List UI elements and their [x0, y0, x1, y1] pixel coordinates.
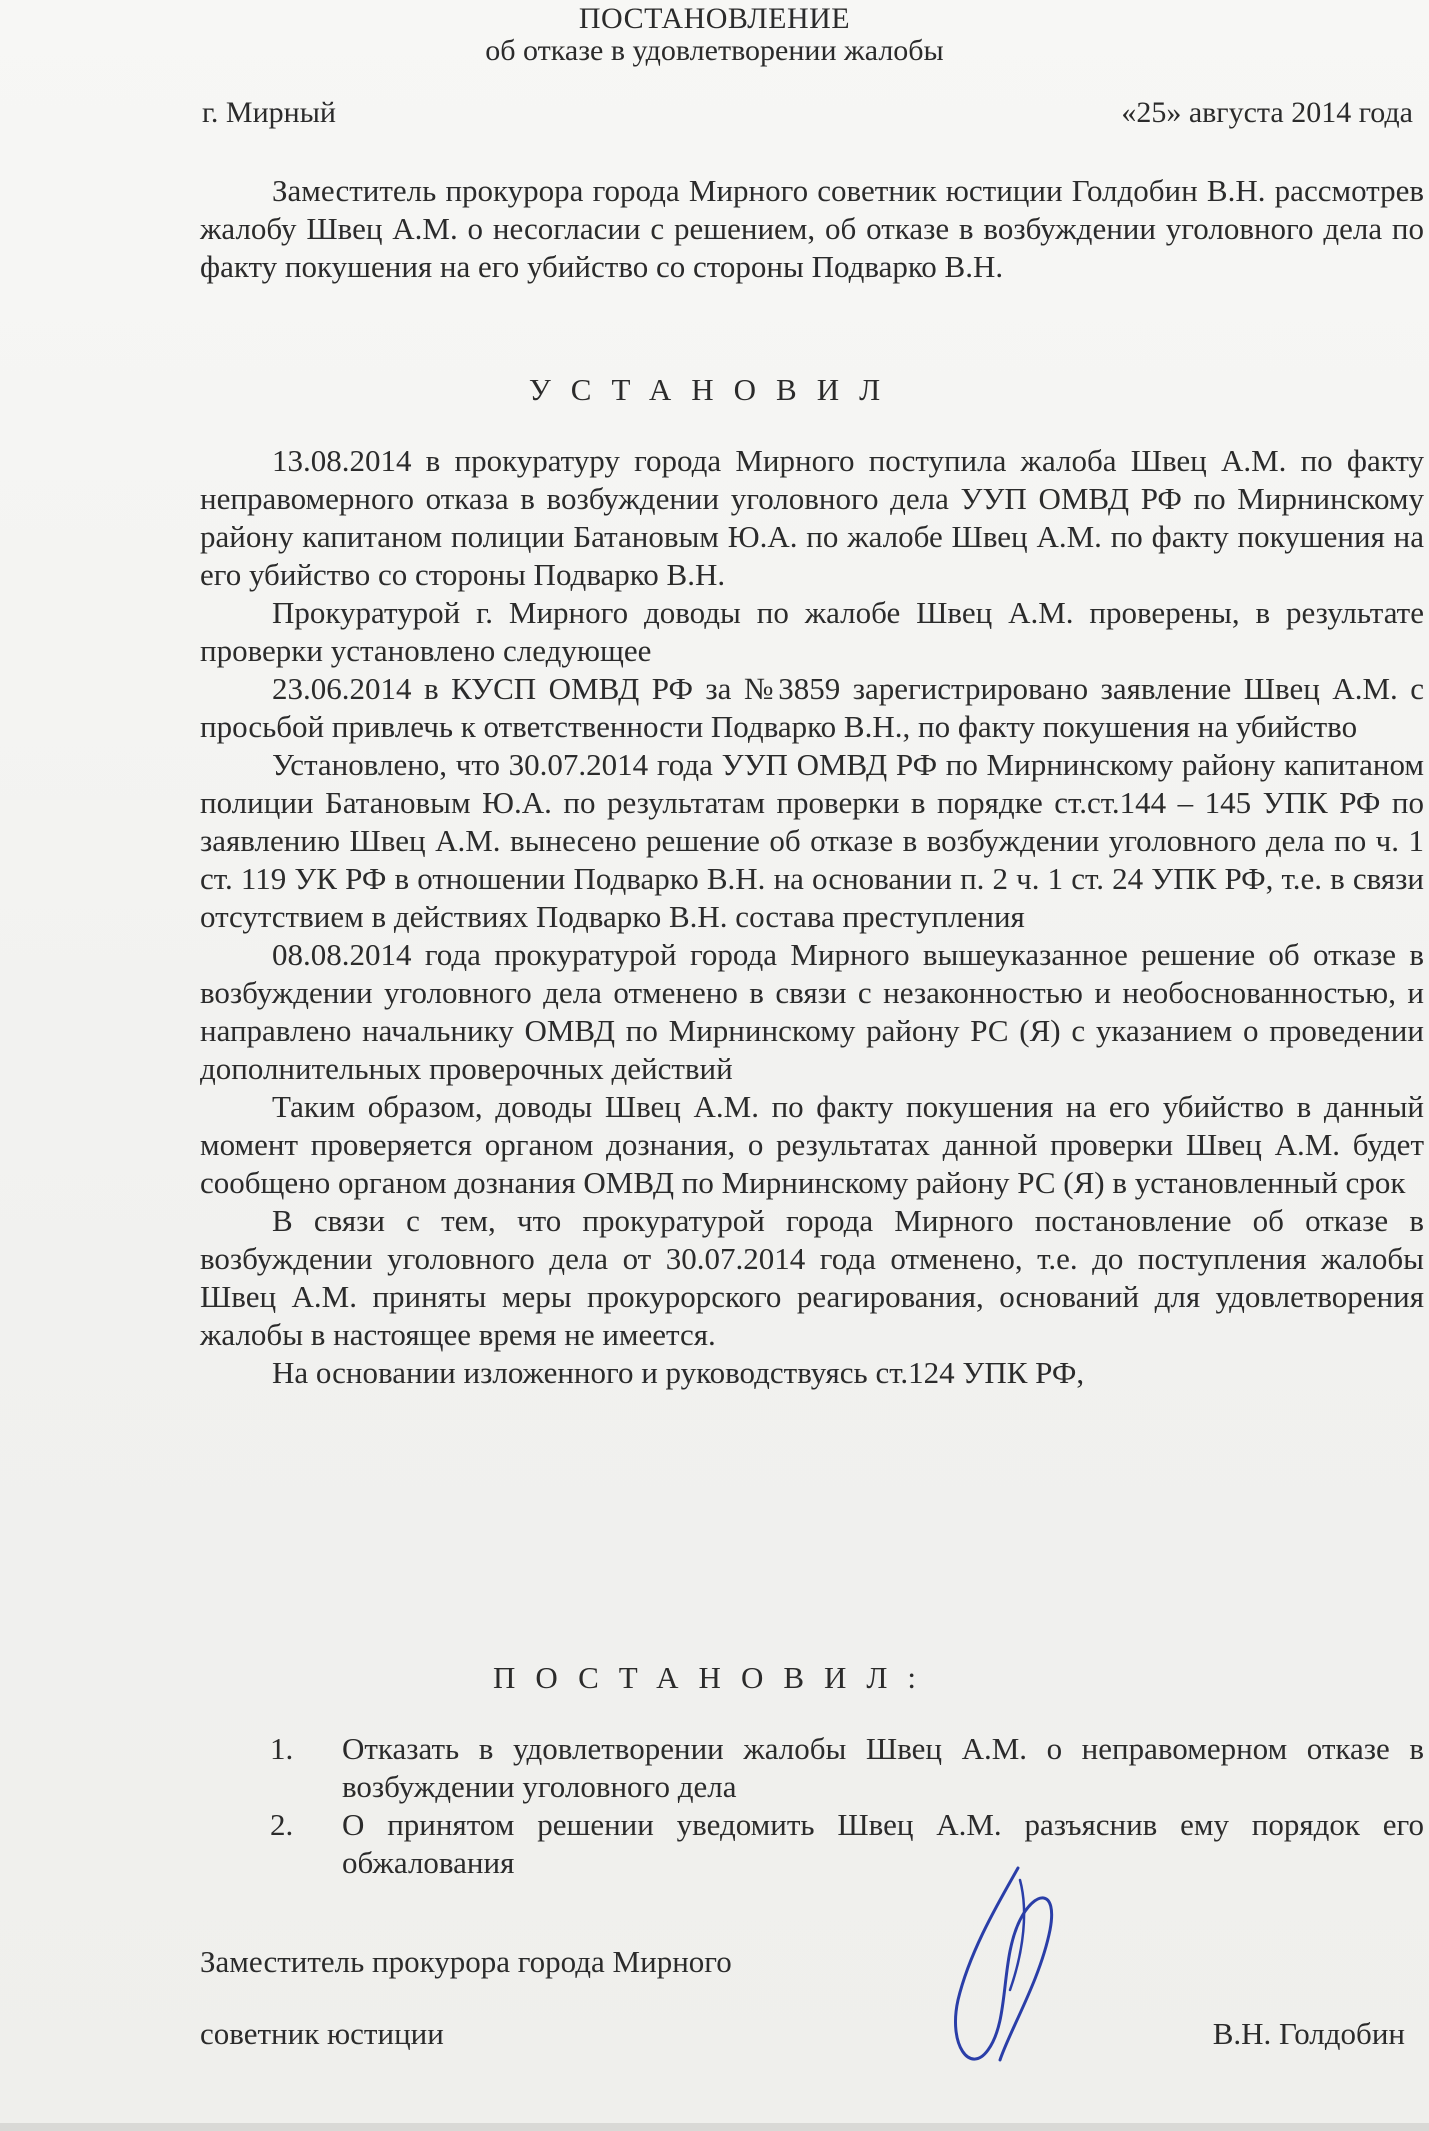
established-section	[200, 442, 1424, 1392]
resolution-text: О принятом решении уведомить Швец А.М. разъяснив ему порядок его обжалования	[342, 1807, 1424, 1880]
resolution-item	[200, 1730, 1424, 1806]
signatory-position: Заместитель прокурора города Мирного	[200, 1944, 732, 1979]
document-city: г. Мирный	[202, 96, 336, 129]
intro-block	[200, 172, 1424, 286]
heading-established: УСТАНОВИЛ	[528, 372, 901, 407]
heading-resolved: ПОСТАНОВИЛ:	[492, 1660, 937, 1695]
paragraph-5: 08.08.2014 года прокуратурой города Мирного вышеуказанное решение об отказе в возбуждении уголовного дела отменено в связи с незаконностью и необоснованностью, и направлено начальнику ОМВД по Мирнинскому району РС (Я) с указанием о проведении дополнительных проверочных действий	[200, 937, 1424, 1086]
paragraph-7: В связи с тем, что прокуратурой города Мирного постановление об отказе в возбуждении уголовного дела от 30.07.2014 года отменено, т.е. до поступления жалобы Швец А.М. приняты меры прокурорского реагирования, оснований для удовлетворения жалобы в настоящее время не имеется.	[200, 1203, 1424, 1352]
resolution-number: 2.	[270, 1807, 294, 1842]
document-date: «25» августа 2014 года	[1121, 96, 1413, 129]
signatory-name: В.Н. Голдобин	[1212, 2016, 1405, 2051]
resolution-number: 1.	[270, 1731, 294, 1766]
paragraph-6: Таким образом, доводы Швец А.М. по факту покушения на его убийство в данный момент проверяется органом дознания, о результатах данной проверки Швец А.М. будет сообщено органом дознания ОМВД по Мирнинскому району РС (Я) в установленный срок	[200, 1089, 1424, 1200]
paragraph-8: На основании изложенного и руководствуясь ст.124 УПК РФ,	[272, 1355, 1085, 1390]
paragraph-1: 13.08.2014 в прокуратуру города Мирного поступила жалоба Швец А.М. по факту неправомерного отказа в возбуждении уголовного дела УУП ОМВД РФ по Мирнинскому району капитаном полиции Батановым Ю.А. по жалобе Швец А.М. по факту покушения на его убийство со стороны Подварко В.Н.	[200, 443, 1424, 592]
page-bottom-edge	[0, 2123, 1429, 2131]
paragraph-4: Установлено, что 30.07.2014 года УУП ОМВД РФ по Мирнинскому району капитаном полиции Батановым Ю.А. по результатам проверки в порядке ст.ст.144 – 145 УПК РФ по заявлению Швец А.М. вынесено решение об отказе в возбуждении уголовного дела по ч. 1 ст. 119 УК РФ в отношении Подварко В.Н. на основании п. 2 ч. 1 ст. 24 УПК РФ, т.е. в связи отсутствием в действиях Подварко В.Н. состава преступления	[200, 747, 1424, 934]
resolution-text: Отказать в удовлетворении жалобы Швец А.М. о неправомерном отказе в возбуждении уголовного дела	[342, 1731, 1424, 1804]
paragraph-3: 23.06.2014 в КУСП ОМВД РФ за №3859 зарегистрировано заявление Швец А.М. с просьбой привлечь к ответственности Подварко В.Н., по факту покушения на убийство	[200, 671, 1424, 744]
resolution-list	[200, 1730, 1424, 1882]
handwritten-signature	[940, 1860, 1090, 2090]
document-subtitle: об отказе в удовлетворении жалобы	[485, 34, 944, 67]
resolution-item	[200, 1806, 1424, 1882]
document-title: ПОСТАНОВЛЕНИЕ	[578, 2, 851, 35]
intro-paragraph: Заместитель прокурора города Мирного советник юстиции Голдобин В.Н. рассмотрев жалобу Швец А.М. о несогласии с решением, об отказе в возбуждении уголовного дела по факту покушения на его убийство со стороны Подварко В.Н.	[200, 173, 1424, 284]
signatory-rank: советник юстиции	[200, 2016, 444, 2051]
paragraph-2: Прокуратурой г. Мирного доводы по жалобе Швец А.М. проверены, в результате проверки установлено следующее	[200, 595, 1424, 668]
